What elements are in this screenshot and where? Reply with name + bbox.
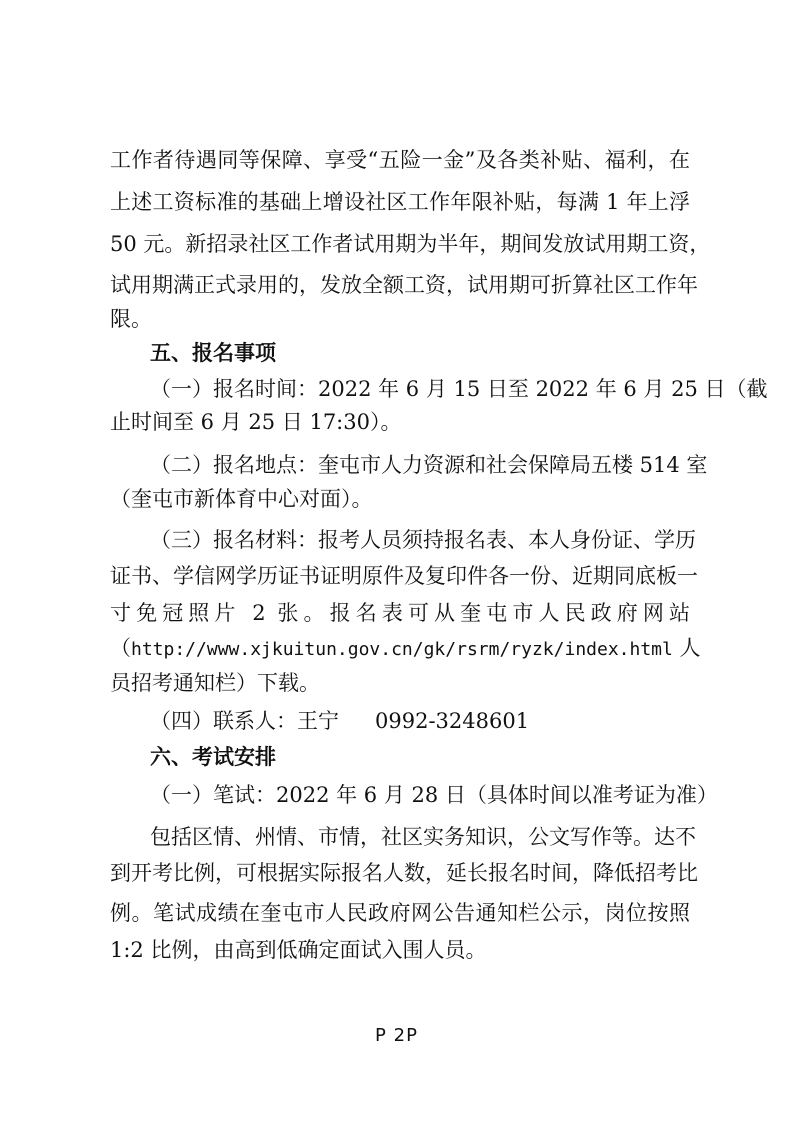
registration-time-line-2: 止时间至 6 月 25 日 17:30）。 — [110, 410, 402, 434]
registration-time-line-1: （一）报名时间：2022 年 6 月 15 日至 2022 年 6 月 25 日（截 — [150, 377, 768, 401]
written-exam-line: （一）笔试：2022 年 6 月 28 日（具体时间以准考证为准） — [150, 783, 718, 807]
salary-line-4: 试用期满正式录用的，发放全额工资，试用期可折算社区工作年 — [110, 273, 698, 297]
exam-paragraph-line-2: 到开考比例，可根据实际报名人数，延长报名时间，降低招考比 — [110, 861, 698, 885]
registration-materials-line-1: （三）报名材料：报考人员须持报名表、本人身份证、学历 — [150, 528, 696, 552]
exam-paragraph-line-1: 包括区情、州情、市情，社区实务知识，公文写作等。达不 — [150, 825, 696, 849]
section5-heading: 五、报名事项 — [150, 341, 276, 365]
website-url[interactable]: http://www.xjkuitun.gov.cn/gk/rsrm/ryzk/index.html — [131, 639, 673, 660]
contact-line — [150, 706, 690, 736]
exam-paragraph-line-3: 例。笔试成绩在奎屯市人民政府网公告通知栏公示，岗位按照 — [110, 901, 690, 925]
salary-line-1: 工作者待遇同等保障、享受“五险一金”及各类补贴、福利，在 — [110, 148, 690, 172]
contact-label: （四）联系人：王宁 — [150, 709, 339, 733]
registration-materials-line-3: 寸免冠照片 2 张。报名表可从奎屯市人民政府网站 — [110, 601, 690, 625]
open-paren: （ — [110, 636, 131, 660]
registration-location-line-2: （奎屯市新体育中心对面）。 — [110, 487, 373, 511]
exam-paragraph-line-4: 1:2 比例，由高到低确定面试入围人员。 — [110, 938, 487, 962]
registration-materials-line-5: 员招考通知栏）下载。 — [110, 671, 320, 695]
salary-line-2: 上述工资标准的基础上增设社区工作年限补贴，每满 1 年上浮 — [110, 190, 690, 214]
salary-line-3: 50 元。新招录社区工作者试用期为半年，期间发放试用期工资， — [110, 232, 711, 256]
salary-line-5: 限。 — [110, 307, 152, 331]
registration-materials-line-4 — [110, 633, 701, 665]
registration-location-line-1: （二）报名地点：奎屯市人力资源和社会保障局五楼 514 室 — [150, 453, 708, 477]
contact-phone: 0992-3248601 — [375, 709, 530, 733]
registration-materials-line-2: 证书、学信网学历证书证明原件及复印件各一份、近期同底板一 — [110, 564, 698, 588]
section6-heading: 六、考试安排 — [150, 745, 276, 769]
page-number: P 2P — [375, 1025, 418, 1046]
url-suffix: 人 — [672, 636, 701, 660]
